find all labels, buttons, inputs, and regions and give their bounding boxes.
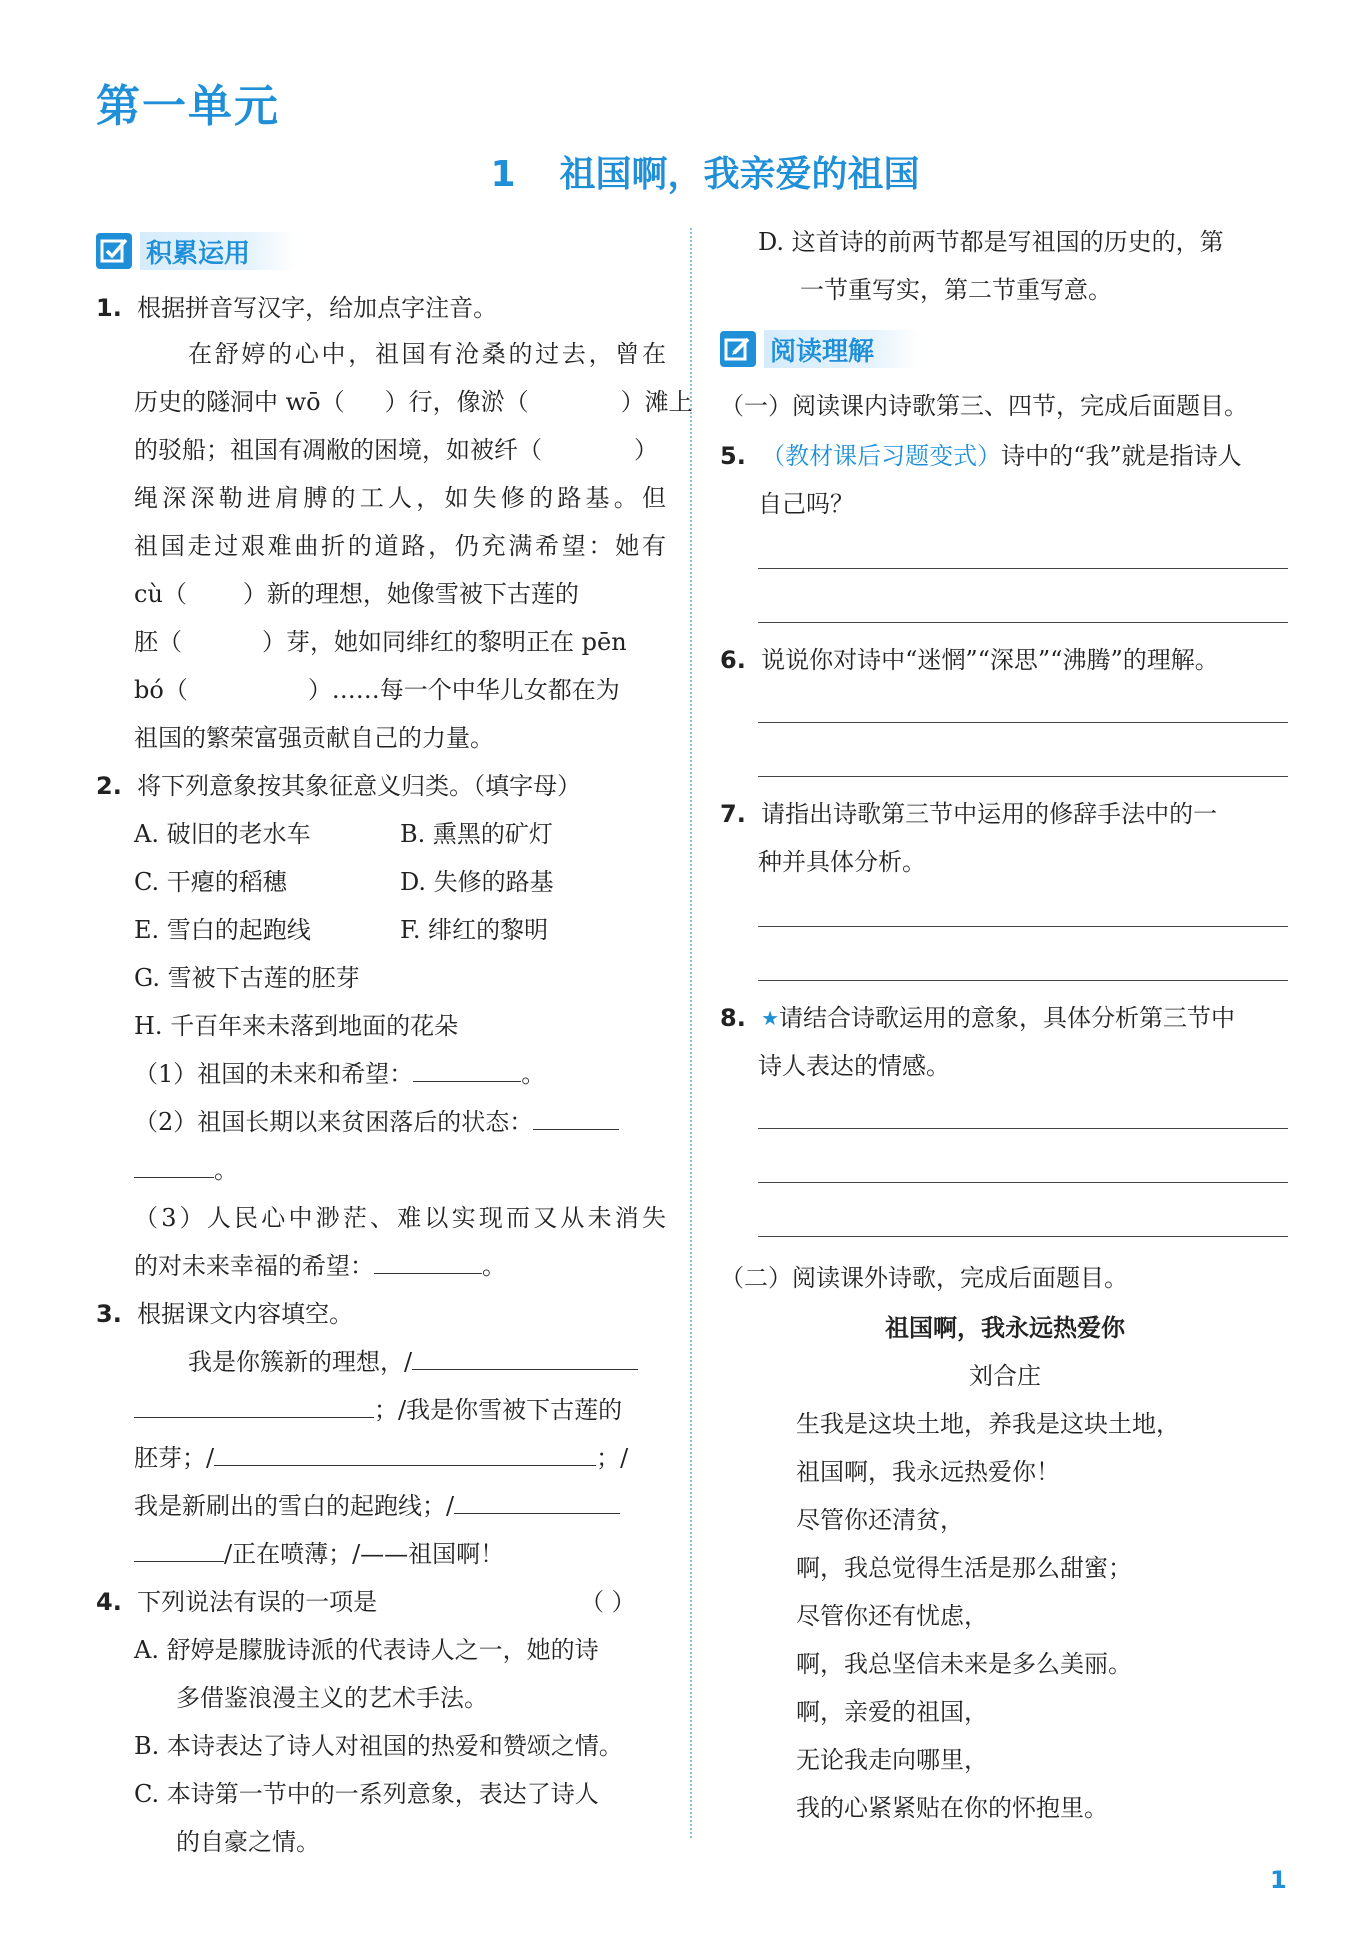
column-divider	[690, 228, 692, 1838]
poem-author: 刘合庄	[969, 1362, 1041, 1390]
q2-option: G. 雪被下古莲的胚芽	[134, 964, 360, 992]
q2-sub: （1）祖国的未来和希望： 。	[134, 1060, 546, 1088]
section-header-accumulate	[96, 228, 296, 274]
q2-sub: 。	[134, 1154, 238, 1186]
page-number: 1	[1270, 1866, 1287, 1894]
poem-line: 祖国啊，我永远热爱你！	[796, 1458, 1060, 1486]
lesson-number: 1	[490, 154, 516, 195]
q1-text: 历史的隧洞中 wō（ ）行，像淤（ ）滩上	[134, 388, 693, 416]
answer-line[interactable]	[758, 926, 1288, 927]
pen-icon	[720, 331, 756, 367]
q4-option-a: 多借鉴浪漫主义的艺术手法。	[176, 1684, 488, 1712]
poem-line: 尽管你还清贫，	[796, 1506, 964, 1534]
lesson-title-text: 祖国啊，我亲爱的祖国	[559, 154, 920, 195]
poem-line: 啊，我总坚信未来是多么美丽。	[796, 1650, 1132, 1678]
answer-line[interactable]	[758, 1182, 1288, 1183]
section-label: 积累运用	[140, 232, 296, 270]
q5: 5. （教材课后习题变式）诗中的“我”就是指诗人	[720, 442, 1242, 470]
q4-option-d: 一节重写实，第二节重写意。	[800, 276, 1112, 304]
q4-option-a: A. 舒婷是朦胧诗派的代表诗人之一，她的诗	[134, 1636, 599, 1664]
q3-line: 我是你簇新的理想，/	[188, 1346, 638, 1378]
q2-sub: （3）人民心中渺茫、难以实现而又从未消失	[134, 1204, 666, 1232]
q4-option-c: C. 本诗第一节中的一系列意象，表达了诗人	[134, 1780, 599, 1808]
q4-option-c: 的自豪之情。	[176, 1828, 320, 1856]
q2-option: C. 干瘪的稻穗	[134, 868, 287, 896]
q3-line: 胚芽；/ ；/	[134, 1444, 629, 1472]
q2-option: D. 失修的路基	[400, 868, 554, 896]
q1-prompt: 1. 根据拼音写汉字，给加点字注音。	[96, 294, 498, 322]
q1-text: 绳深深勒进肩膊的工人，如失修的路基。但	[134, 484, 666, 512]
q1-text: 祖国走过艰难曲折的道路，仍充满希望：她有	[134, 532, 666, 560]
q2-option: E. 雪白的起跑线	[134, 916, 311, 944]
q5: 自己吗？	[758, 490, 854, 518]
q3-line: ；/我是你雪被下古莲的	[134, 1394, 622, 1426]
q8: 诗人表达的情感。	[758, 1052, 950, 1080]
section-label: 阅读理解	[764, 330, 920, 368]
q2-option: B. 熏黑的矿灯	[400, 820, 553, 848]
q7: 种并具体分析。	[758, 848, 926, 876]
poem-line: 啊，我总觉得生活是那么甜蜜；	[796, 1554, 1132, 1582]
unit-title: 第一单元	[96, 81, 280, 132]
poem-line: 尽管你还有忧虑，	[796, 1602, 988, 1630]
star-icon: ★	[761, 1006, 780, 1030]
q4-option-d: D. 这首诗的前两节都是写祖国的历史的，第	[758, 228, 1224, 256]
poem-line: 啊，亲爱的祖国，	[796, 1698, 988, 1726]
poem-line: 无论我走向哪里，	[796, 1746, 988, 1774]
poem-title: 祖国啊，我永远热爱你	[885, 1314, 1125, 1342]
q1-text: bó（ ）……每一个中华儿女都在为	[134, 676, 620, 704]
q2-sub: 的对未来幸福的希望： 。	[134, 1252, 506, 1280]
reading-part1: （一）阅读课内诗歌第三、四节，完成后面题目。	[720, 392, 1248, 420]
lesson-title	[0, 146, 1350, 197]
checkmark-icon	[96, 233, 132, 269]
answer-line[interactable]	[758, 622, 1288, 623]
poem-line: 生我是这块土地，养我是这块土地，	[796, 1410, 1180, 1438]
answer-line[interactable]	[758, 776, 1288, 777]
section-header-reading	[720, 326, 920, 372]
answer-line[interactable]	[758, 568, 1288, 569]
q2-option: H. 千百年来未落到地面的花朵	[134, 1012, 459, 1040]
q4-answer-paren[interactable]: （ ）	[580, 1588, 636, 1616]
q1-text: 的驳船；祖国有凋敝的困境，如被纤（ ）	[134, 436, 658, 464]
q1-text: 在舒婷的心中，祖国有沧桑的过去，曾在	[188, 340, 666, 368]
q3-line: /正在喷薄；/——祖国啊！	[134, 1538, 504, 1570]
answer-line[interactable]	[758, 1128, 1288, 1129]
q6: 6. 说说你对诗中“迷惘”“深思”“沸腾”的理解。	[720, 646, 1219, 674]
q2-sub: （2）祖国长期以来贫困落后的状态：	[134, 1106, 619, 1138]
q4-prompt: 4. 下列说法有误的一项是	[96, 1588, 378, 1616]
q1-text: 祖国的繁荣富强贡献自己的力量。	[134, 724, 494, 752]
reading-part2: （二）阅读课外诗歌，完成后面题目。	[720, 1264, 1128, 1292]
answer-line[interactable]	[758, 722, 1288, 723]
answer-line[interactable]	[758, 980, 1288, 981]
q4-option-b: B. 本诗表达了诗人对祖国的热爱和赞颂之情。	[134, 1732, 623, 1760]
q1-text: 胚（ ）芽，她如同绯红的黎明正在 pēn	[134, 628, 627, 656]
q7: 7. 请指出诗歌第三节中运用的修辞手法中的一	[720, 800, 1218, 828]
poem-line: 我的心紧紧贴在你的怀抱里。	[796, 1794, 1108, 1822]
q2-prompt: 2. 将下列意象按其象征意义归类。（填字母）	[96, 772, 582, 800]
q1-text: cù（ ）新的理想，她像雪被下古莲的	[134, 580, 579, 608]
q3-line: 我是新刷出的雪白的起跑线；/	[134, 1490, 620, 1522]
q3-prompt: 3. 根据课文内容填空。	[96, 1300, 354, 1328]
q2-option: F. 绯红的黎明	[400, 916, 549, 944]
q2-option: A. 破旧的老水车	[134, 820, 311, 848]
q8: 8. ★请结合诗歌运用的意象，具体分析第三节中	[720, 1004, 1236, 1032]
answer-line[interactable]	[758, 1236, 1288, 1237]
